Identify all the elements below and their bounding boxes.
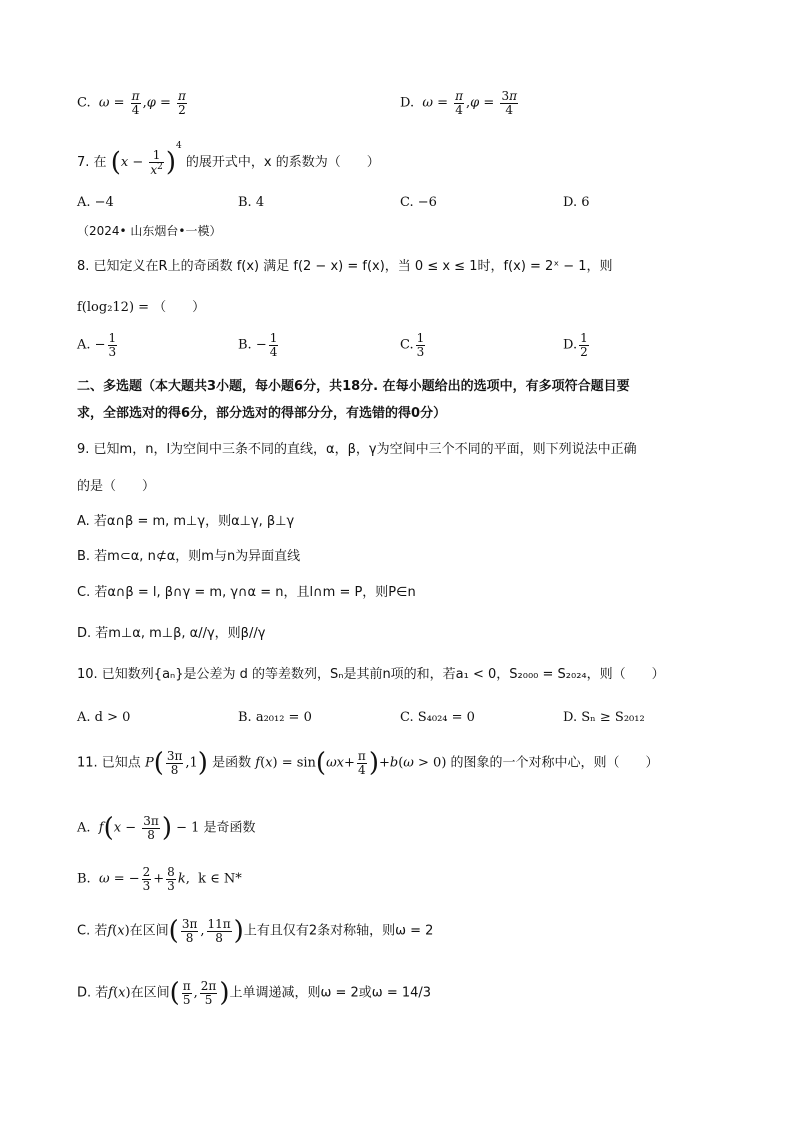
q9-option-c: C. 若α∩β = l, β∩γ = m, γ∩α = n，且l∩m = P，则P∈n bbox=[77, 585, 416, 600]
q11-option-a: A. f(x − $\frac{3\pi}{8}$ ) − 1 是奇函数 bbox=[77, 813, 256, 844]
q8-stem-2: f(log₂12) = （ ） bbox=[77, 300, 206, 315]
q10-option-c: C. S₄₀₂₄ = 0 bbox=[400, 710, 475, 725]
q10-option-d: D. Sₙ ≥ S₂₀₁₂ bbox=[563, 710, 645, 725]
q7-option-c: C. −6 bbox=[400, 195, 437, 210]
q10-option-b: B. a₂₀₁₂ = 0 bbox=[238, 710, 312, 725]
q6-option-d: D. ω = $\frac{\pi}{4}$ ,φ = $\frac{3\pi}{4}$ bbox=[400, 89, 517, 117]
q9-option-b: B. 若m⊂α, n⊄α，则m与n为异面直线 bbox=[77, 549, 301, 564]
q8-stem: 8. 已知定义在R上的奇函数 f(x) 满足 f(2 − x) = f(x)，当 0 ≤ x ≤ 1时，f(x) = 2ˣ − 1，则 bbox=[77, 259, 613, 274]
q7-option-a: A. −4 bbox=[77, 195, 114, 210]
q9-stem-2: 的是（ ） bbox=[77, 479, 156, 494]
q8-option-d: D. $\frac{1}{2}$ bbox=[563, 331, 588, 359]
q6-option-c: C. ω = $\frac{\pi}{4}$ ,φ = $\frac{\pi}{2}$ bbox=[77, 89, 186, 117]
q8-option-b: B. − $\frac{1}{4}$ bbox=[238, 331, 278, 359]
q11-option-c: C. 若f(x)在区间( $\frac{3\pi}{8}$ , $\frac{11\pi}{8}$ )上有且仅有2条对称轴，则ω = 2 bbox=[77, 916, 434, 947]
q11-option-d: D. 若f(x)在区间( $\frac{\pi}{5}$ , $\frac{2\pi}{5}$ )上单调递减，则ω = 2或ω = 14/3 bbox=[77, 978, 432, 1009]
q10-option-a: A. d > 0 bbox=[77, 710, 131, 725]
section2-header-line1: 二、多选题（本大题共3小题，每小题6分，共18分. 在每小题给出的选项中，有多项符合题目要 bbox=[77, 379, 630, 394]
q10-stem: 10. 已知数列{aₙ}是公差为 d 的等差数列，Sₙ是其前n项的和，若a₁ < 0，S₂₀₀₀ = S₂₀₂₄，则（ ） bbox=[77, 667, 665, 682]
section2-header-line2: 求，全部选对的得6分，部分选对的得部分分，有选错的得0分） bbox=[77, 406, 447, 421]
q11-stem: 11. 已知点 P( $\frac{3\pi}{8}$ ,1) 是函数 f(x) = sin(ωx+ $\frac{\pi}{4}$ )+b(ω > 0) 的图象的一个对称中心，则（ ） bbox=[77, 748, 659, 779]
q9-option-d: D. 若m⊥α, m⊥β, α//γ，则β//γ bbox=[77, 626, 266, 641]
q9-stem: 9. 已知m，n，l为空间中三条不同的直线，α，β，γ为空间中三个不同的平面，则下列说法中正确 bbox=[77, 442, 637, 457]
q8-option-a: A. − $\frac{1}{3}$ bbox=[77, 331, 117, 359]
q7-option-d: D. 6 bbox=[563, 195, 590, 210]
q11-option-b: B. ω = − $\frac{2}{3}$ + $\frac{8}{3}$ k, k ∈ N* bbox=[77, 865, 242, 893]
q9-option-a: A. 若α∩β = m, m⊥γ，则α⊥γ, β⊥γ bbox=[77, 514, 295, 529]
q7-stem: 7. 在 (x − $\frac{1}{x^2}$ )$^4$ 的展开式中，x 的系数为（ ） bbox=[77, 141, 380, 178]
q7-option-b: B. 4 bbox=[238, 195, 265, 210]
q8-option-c: C. $\frac{1}{3}$ bbox=[400, 331, 425, 359]
source-tag: （2024• 山东烟台•一模） bbox=[77, 224, 222, 238]
